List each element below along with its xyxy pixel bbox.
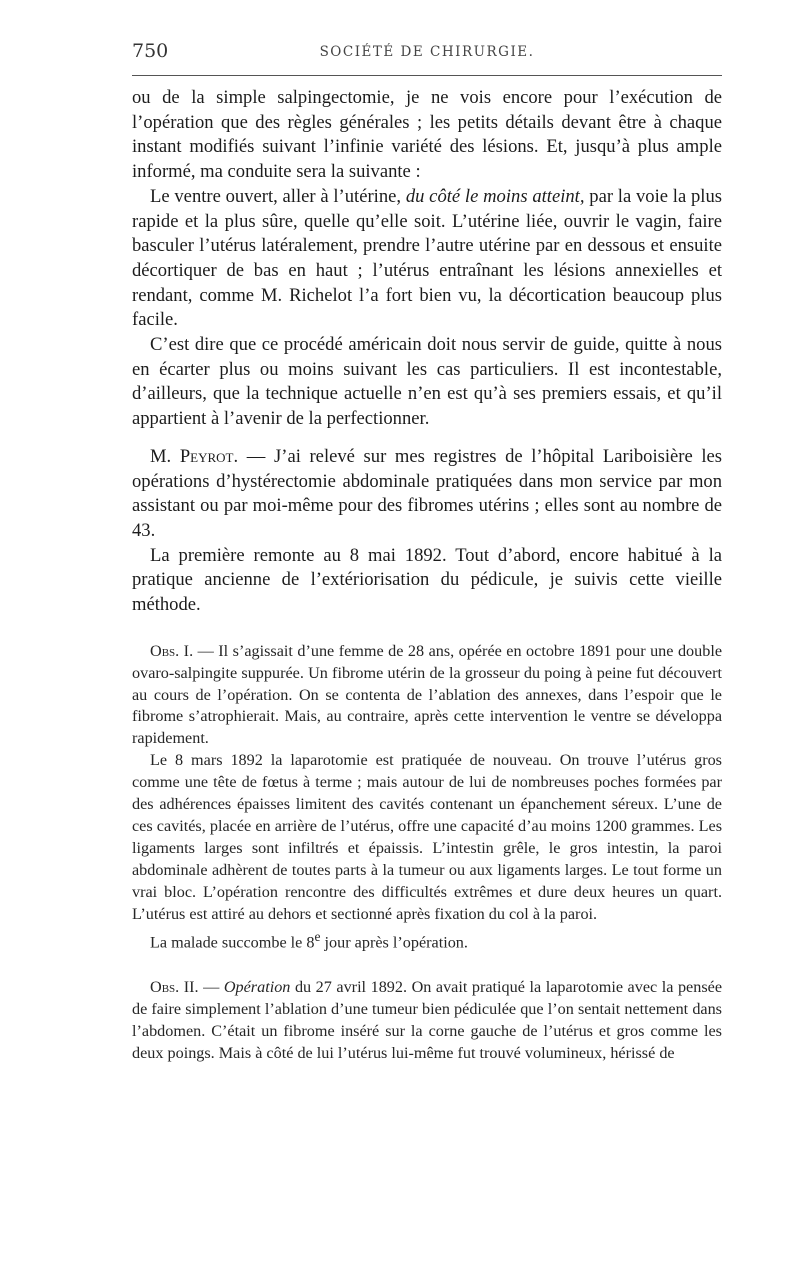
peyrot-statement: — J’ai relevé sur mes registres de l’hôpital Lariboisière les opérations d’hystérectomie abdominale pratiquées dans mon service par mon assistant ou par moi-même pour des fibromes utérins ; elles sont au nombre de 43. — [132, 445, 723, 541]
page-header — [132, 40, 722, 74]
observation-1-label: Obs. I. — [150, 641, 194, 660]
paragraph-peyrot — [132, 445, 722, 544]
running-title: SOCIÉTÉ DE CHIRURGIE. — [319, 44, 535, 60]
observation-2-label: Obs. II. — [150, 977, 199, 996]
observation-1-continued: Le 8 mars 1892 la laparotomie est pratiquée de nouveau. On trouve l’utérus gros comme une tête de fœtus à terme ; mais autour de lui de nombreuses poches formées par des adhérences épaisses limitent des cavités contenant un épanchement séreux. L’une de ces cavités, placée en arrière de l’utérus, offre une capacité d’au moins 1200 grammes. Les ligaments larges sont infiltrés et épaissis. L’intestin grêle, le gros intestin, la paroi abdominale adhèrent de toutes parts à la tumeur ou aux ligaments larges. Le tout forme un vrai bloc. L’opération rencontre des difficultés extrêmes et dure deux heures un quart. L’utérus est attiré au dehors et sectionné après fixation du col à la paroi. — [132, 751, 722, 923]
paragraph-first-case: La première remonte au 8 mai 1892. Tout d’abord, encore habitué à la pratique ancienne de l’extériorisation du pédicule, je suivis cette vieille méthode. — [132, 544, 722, 616]
observation-2-emphasis: Opération — [223, 977, 291, 996]
outcome-text-end: jour après l’opération. — [324, 932, 468, 951]
observation-1 — [132, 641, 722, 751]
observation-2 — [132, 977, 722, 1065]
paragraph-procedure — [132, 185, 722, 333]
speaker-name: Peyrot. — [179, 445, 239, 467]
procedure-text-end: par la voie la plus rapide et la plus sûre, quelle qu’elle soit. L’utérine liée, ouvrir le vagin, faire basculer l’utérus latéralement, prendre l’autre utérine par en dessous et ensuite décortiquer de bas en haut ; l’utérus entraînant les lésions annexielles et rendant, comme M. Richelot l’a fort bien vu, la décortication beaucoup plus facile. — [132, 185, 722, 331]
speaker-prefix: M. — [150, 445, 172, 467]
procedure-text-start: Le ventre ouvert, aller à l’utérine, — [150, 185, 402, 207]
procedure-emphasis: du côté le moins atteint, — [405, 185, 585, 207]
body-text — [132, 86, 722, 1064]
header-rule — [132, 75, 722, 76]
observation-2-dash: — — [203, 977, 220, 996]
observation-1-outcome — [132, 926, 722, 954]
paragraph-american-method: C’est dire que ce procédé américain doit nous servir de guide, quitte à nous en écarter plus ou moins suivant les cas particuliers. Il est incontestable, d’ailleurs, que la technique actuelle n’en est qu’à ses premiers essais, et qu’il appartient à l’avenir de la perfectionner. — [132, 334, 722, 430]
observation-1-text: — Il s’agissait d’une femme de 28 ans, opérée en octobre 1891 pour une double ovaro-salpingite suppurée. Un fibrome utérin de la grosseur du poing à peine fut découvert au cours de l’opération. On se contenta de l’ablation des annexes, dans l’espoir que le fibrome s’atrophierait. Mais, au contraire, après cette intervention le ventre se développa rapidement. — [132, 641, 722, 748]
paragraph-continuation: ou de la simple salpingectomie, je ne vois encore pour l’exécution de l’opération que des règles générales ; les petits détails devant être à chaque instant modifiés suivant l’infinie variété des lésions. Et, jusqu’à plus ample informé, ma conduite sera la suivante : — [132, 87, 722, 183]
page-number: 750 — [132, 40, 169, 62]
observation-2-text: du 27 avril 1892. On avait pratiqué la laparotomie avec la pensée de faire simplement l’ablation d’une tumeur bien pédiculée que l’on sentait nettement dans l’abdomen. C’était un fibrome inséré sur la corne gauche de l’utérus et gros comme les deux poings. Mais à côté de lui l’utérus lui-même fut trouvé volumineux, hérissé de — [132, 977, 722, 1062]
outcome-text-start: La malade succombe le 8 — [150, 932, 315, 951]
ordinal-suffix: e — [314, 928, 321, 944]
